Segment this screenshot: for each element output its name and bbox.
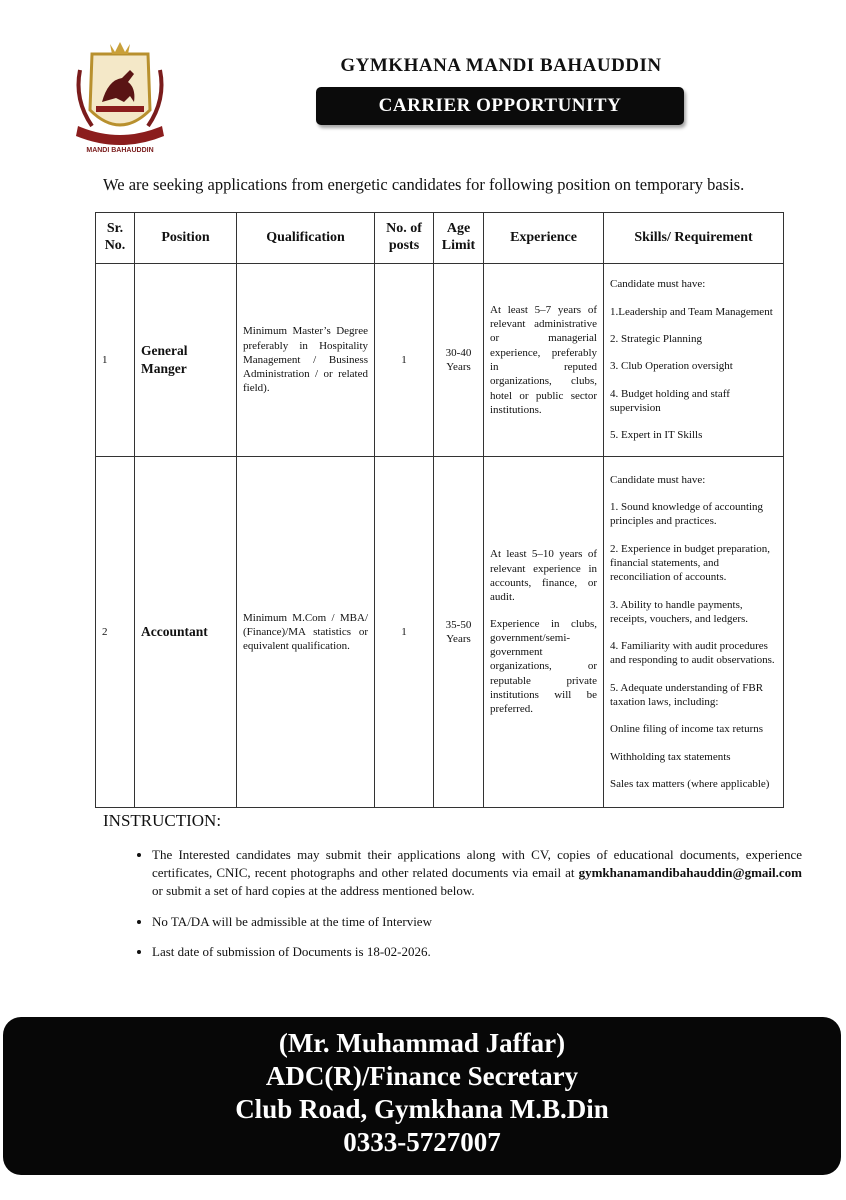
experience-text: At least 5–7 years of relevant administrative or managerial experience, preferably in reputed organizations, clubs, hotel or public sector institutions. bbox=[490, 303, 597, 416]
skills-item: 5. Adequate understanding of FBR taxation laws, including: bbox=[610, 681, 764, 709]
column-header-position: Position bbox=[135, 213, 237, 264]
posts-cell: 1 bbox=[375, 457, 434, 808]
table-row bbox=[96, 264, 784, 457]
list-item bbox=[152, 846, 802, 901]
contact-address: Club Road, Gymkhana M.B.Din bbox=[235, 1094, 609, 1124]
column-header-experience: Experience bbox=[484, 213, 604, 264]
contact-name: (Mr. Muhammad Jaffar) bbox=[278, 1028, 566, 1058]
column-header-qualification: Qualification bbox=[237, 213, 375, 264]
gymkhana-crest-logo bbox=[70, 40, 170, 158]
skills-item: 1. Sound knowledge of accounting principles and practices. bbox=[610, 501, 764, 528]
skills-item: Candidate must have: bbox=[610, 473, 706, 486]
skills-item: 5. Expert in IT Skills bbox=[610, 429, 703, 442]
sr-no-cell: 2 bbox=[96, 457, 135, 808]
skills-item: 3. Ability to handle payments, receipts, vouchers, and ledgers. bbox=[610, 598, 749, 625]
skills-item: Online filing of income tax returns bbox=[610, 723, 764, 736]
skills-item: 2. Experience in budget preparation, financial statements, and reconciliation of accounts. bbox=[610, 542, 771, 584]
page-banner-carrier-opportunity: CARRIER OPPORTUNITY bbox=[316, 87, 684, 125]
instructions-list bbox=[130, 846, 802, 973]
skills-item: Sales tax matters (where applicable) bbox=[610, 777, 770, 790]
experience-preference-text: Experience in clubs, government/semi-government organizations, or reputable private institutions will be preferred. bbox=[490, 617, 597, 716]
instruction-text: The Interested candidates may submit their applications along with CV, copies of educational documents, experience certificates, CNIC, recent photographs and other related documents via email at bbox=[152, 847, 802, 881]
contact-footer bbox=[3, 1017, 841, 1175]
positions-table bbox=[95, 212, 784, 808]
position-cell: Accountant bbox=[135, 457, 237, 808]
column-header-skills-requirement: Skills/ Requirement bbox=[604, 213, 784, 264]
skills-item: 3. Club Operation oversight bbox=[610, 360, 733, 373]
table-row bbox=[96, 457, 784, 808]
organization-title: GYMKHANA MANDI BAHAUDDIN bbox=[340, 55, 662, 76]
intro-text: We are seeking applications from energetic candidates for following position on temporary basis. bbox=[103, 175, 745, 194]
skills-item: Withholding tax statements bbox=[610, 750, 731, 763]
position-cell: General Manger bbox=[135, 264, 237, 457]
instructions-heading: INSTRUCTION: bbox=[103, 811, 222, 830]
qualification-cell: Minimum M.Com / MBA/ (Finance)/MA statistics or equivalent qualification. bbox=[237, 457, 375, 808]
experience-text: At least 5–10 years of relevant experience in accounts, finance, or audit. bbox=[490, 548, 597, 604]
list-item: • No TA/DA will be admissible at the time of Interview bbox=[152, 913, 802, 931]
sr-no-cell: 1 bbox=[96, 264, 135, 457]
experience-cell bbox=[484, 264, 604, 457]
skills-item: 4. Budget holding and staff supervision bbox=[610, 387, 730, 414]
posts-cell: 1 bbox=[375, 264, 434, 457]
age-limit-cell: 30-40 Years bbox=[434, 264, 484, 457]
column-header-no-of-posts: No. of posts bbox=[375, 213, 434, 264]
contact-designation: ADC(R)/Finance Secretary bbox=[265, 1061, 579, 1091]
skills-item: 4. Familiarity with audit procedures and responding to audit observations. bbox=[610, 640, 775, 667]
table-header-row bbox=[96, 213, 784, 264]
experience-cell bbox=[484, 457, 604, 808]
contact-phone[interactable]: 0333-5727007 bbox=[343, 1127, 501, 1157]
svg-text:MANDI BAHAUDDIN: MANDI BAHAUDDIN bbox=[86, 147, 154, 154]
skills-item: 2. Strategic Planning bbox=[610, 333, 702, 346]
svg-text:GYMKHANA: GYMKHANA bbox=[103, 128, 137, 134]
skills-item: 1.Leadership and Team Management bbox=[610, 305, 773, 318]
skills-cell bbox=[604, 457, 784, 808]
column-header-sr-no: Sr. No. bbox=[96, 213, 135, 264]
email-address[interactable]: gymkhanamandibahauddin@gmail.com bbox=[578, 865, 802, 881]
skills-item: Candidate must have: bbox=[610, 278, 706, 291]
age-limit-cell: 35-50 Years bbox=[434, 457, 484, 808]
list-item: • Last date of submission of Documents is 18-02-2026. bbox=[152, 943, 802, 961]
instruction-text: or submit a set of hard copies at the address mentioned below. bbox=[152, 883, 475, 899]
column-header-age-limit: Age Limit bbox=[434, 213, 484, 264]
skills-cell bbox=[604, 264, 784, 457]
qualification-cell: Minimum Master’s Degree preferably in Hospitality Management / Business Administration / or related field). bbox=[237, 264, 375, 457]
